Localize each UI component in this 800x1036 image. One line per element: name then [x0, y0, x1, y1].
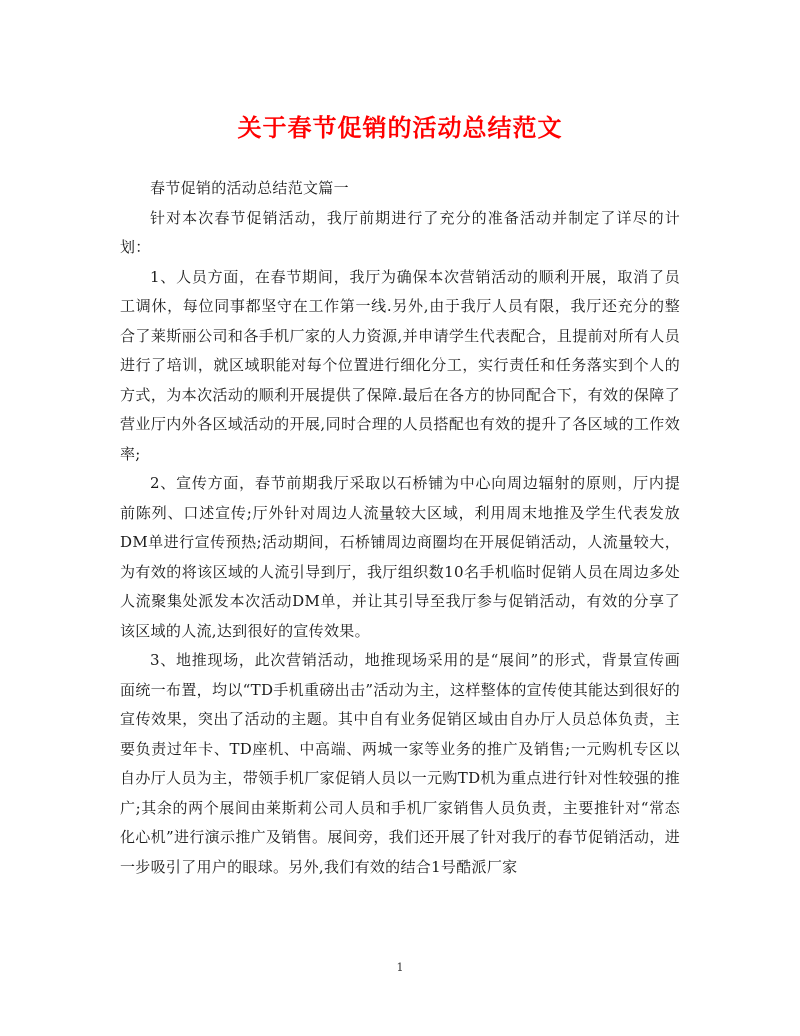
page-number: 1: [396, 961, 404, 974]
paragraph-staffing: 1、人员方面，在春节期间，我厅为确保本次营销活动的顺利开展，取消了员工调休，每位同事都坚守在工作第一线.另外,由于我厅人员有限，我厅还充分的整合了莱斯丽公司和各手机厂家的人力资源,并申请学生代表配合，且提前对所有人员进行了培训，就区域职能对每个位置进行细化分工，实行责任和任务落实到个人的方式，为本次活动的顺利开展提供了保障.最后在各方的协同配合下，有效的保障了营业厅内外各区域活动的开展,同时合理的人员搭配也有效的提升了各区域的工作效率;: [120, 267, 680, 463]
paragraph-promotion: 2、宣传方面，春节前期我厅采取以石桥铺为中心向周边辐射的原则，厅内提前陈列、口述宣传;厅外针对周边人流量较大区域，利用周末地推及学生代表发放DM单进行宣传预热;活动期间，石桥铺周边商圈均在开展促销活动，人流量较大，为有效的将该区域的人流引导到厅，我厅组织数10名手机临时促销人员在周边多处人流聚集处派发本次活动DM单，并让其引导至我厅参与促销活动，有效的分享了该区域的人流,达到很好的宣传效果。: [120, 474, 680, 640]
document-title: 关于春节促销的活动总结范文: [237, 113, 563, 142]
paragraph-intro: 针对本次春节促销活动，我厅前期进行了充分的准备活动并制定了详尽的计划：: [120, 208, 680, 256]
document-body: [120, 174, 680, 882]
section-heading: 春节促销的活动总结范文篇一: [150, 179, 349, 197]
paragraph-onsite: 3、地推现场，此次营销活动，地推现场采用的是“展间”的形式，背景宣传画面统一布置，均以“TD手机重磅出击”活动为主，这样整体的宣传使其能达到很好的宣传效果，突出了活动的主题。其中自有业务促销区域由自办厅人员总体负责，主要负责过年卡、TD座机、中高端、两城一家等业务的推广及销售;一元购机专区以自办厅人员为主，带领手机厂家促销人员以一元购TD机为重点进行针对性较强的推广;其余的两个展间由莱斯莉公司人员和手机厂家销售人员负责，主要推针对“常态化心机”进行演示推广及销售。展间旁，我们还开展了针对我厅的春节促销活动，进一步吸引了用户的眼球。另外,我们有效的结合1号酷派厂家: [120, 651, 680, 876]
